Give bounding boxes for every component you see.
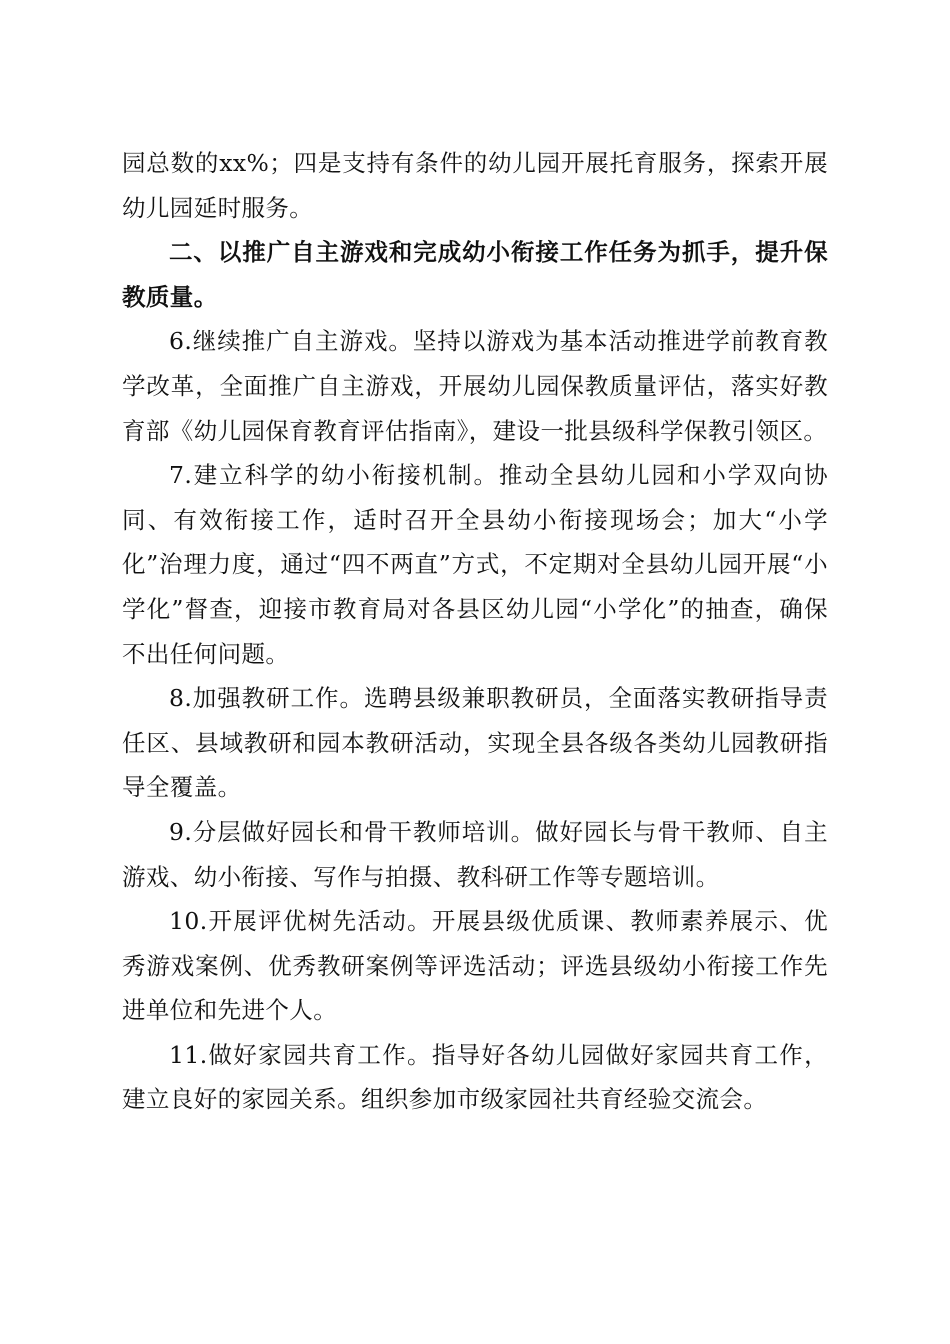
document-body xyxy=(122,141,828,1122)
paragraph-item-10: 10.开展评优树先活动。开展县级优质课、教师素养展示、优秀游戏案例、优秀教研案例等评选活动；评选县级幼小衔接工作先进单位和先进个人。 xyxy=(122,907,828,1025)
paragraph-continuation: 园总数的xx%；四是支持有条件的幼儿园开展托育服务，探索开展幼儿园延时服务。 xyxy=(122,149,828,222)
paragraph-item-6: 6.继续推广自主游戏。坚持以游戏为基本活动推进学前教育教学改革，全面推广自主游戏，开展幼儿园保教质量评估，落实好教育部《幼儿园保育教育评估指南》，建设一批县级科学保教引领区。 xyxy=(122,327,828,445)
paragraph-item-7: 7.建立科学的幼小衔接机制。推动全县幼儿园和小学双向协同、有效衔接工作，适时召开全县幼小衔接现场会；加大“小学化”治理力度，通过“四不两直”方式，不定期对全县幼儿园开展“小学化”督查，迎接市教育局对各县区幼儿园“小学化”的抽查，确保不出任何问题。 xyxy=(122,461,828,668)
section-heading: 二、以推广自主游戏和完成幼小衔接工作任务为抓手，提升保教质量。 xyxy=(122,238,828,311)
paragraph-item-11: 11.做好家园共育工作。指导好各幼儿园做好家园共育工作，建立良好的家园关系。组织参加市级家园社共育经验交流会。 xyxy=(122,1040,828,1114)
paragraph-item-8: 8.加强教研工作。选聘县级兼职教研员，全面落实教研指导责任区、县域教研和园本教研活动，实现全县各级各类幼儿园教研指导全覆盖。 xyxy=(122,684,828,802)
paragraph-item-9: 9.分层做好园长和骨干教师培训。做好园长与骨干教师、自主游戏、幼小衔接、写作与拍摄、教科研工作等专题培训。 xyxy=(122,817,828,891)
